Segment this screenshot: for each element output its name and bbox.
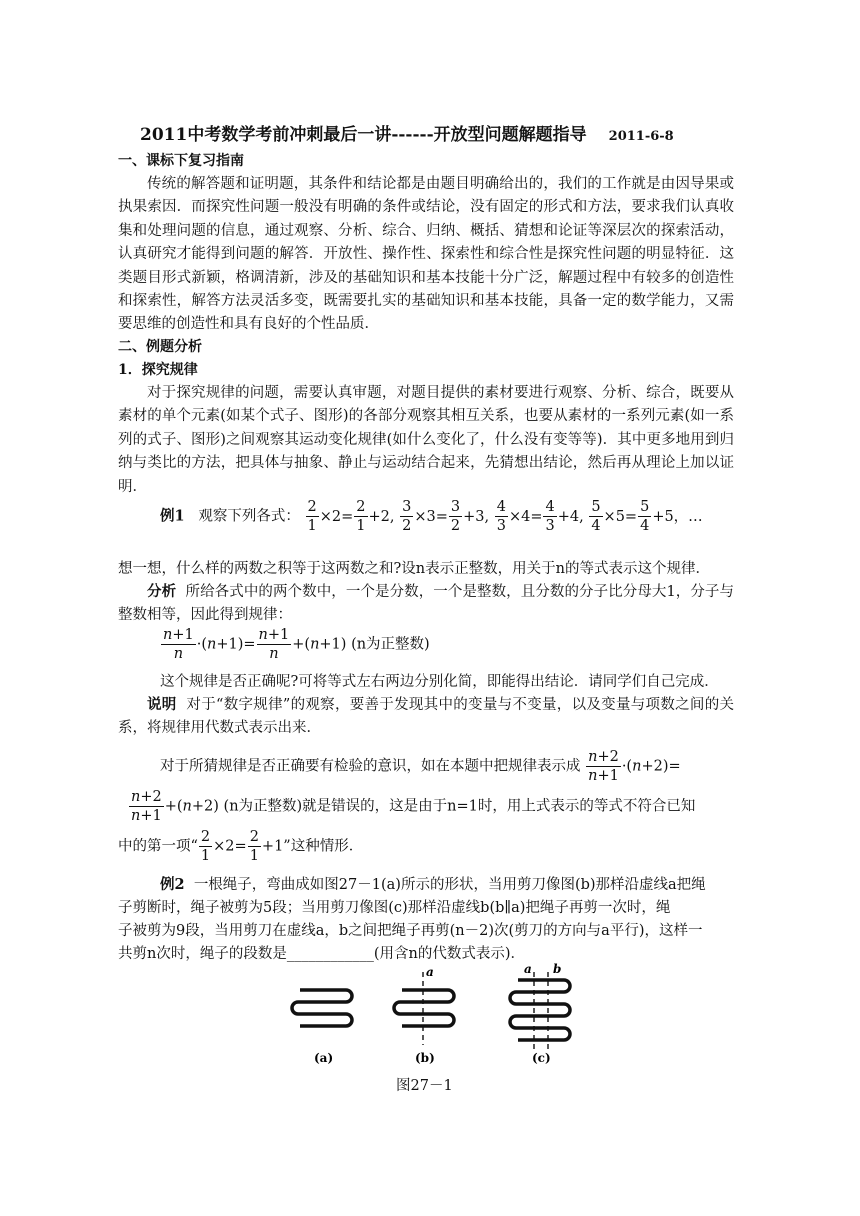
rule-formula: $\frac{n+1}{n}$ ·(n+1)= $\frac{n+1}{n}$ +(n+1) (n为正整数)	[163, 627, 430, 662]
example1-question: 想一想，什么样的两数之积等于这两数之和?设n表示正整数，用关于n的等式表示这个规律．	[118, 561, 710, 577]
analysis-paragraph	[118, 580, 734, 628]
fig-label-a: (a)	[314, 1051, 334, 1065]
check-text: 这个规律是否正确呢?可将等式左右两边分别化简，即能得出结论．请同学们自己完成．	[160, 674, 719, 690]
example2-text-1: 一根绳子，弯曲成如图27－1(a)所示的形状，当用剪刀像图(b)那样沿虚线a把绳	[193, 877, 706, 893]
rope-c	[510, 980, 570, 1040]
rope-a	[292, 990, 352, 1026]
note-text: 对于“数字规律”的观察，要善于发现其中的变量与不变量，以及变量与项数之间的关系，将规律用代数式表示出来．	[118, 697, 735, 737]
subsection-heading: 1．探究规律	[118, 362, 198, 378]
title-text: 2011中考数学考前冲刺最后一讲------开放型问题解题指导	[140, 125, 587, 145]
line-label-a-c: a	[524, 962, 532, 976]
line-label-b-c: b	[553, 962, 562, 976]
example1-equations: $\frac{2}{1}$ ×2= $\frac{2}{1}$ +2, $\frac{3}{2}$ ×3= $\frac{3}{2}$ +3, $\frac{4}{3}$ ×4= $\frac{4}{3}$ +4, $\frac{5}{4}$ ×5= $\frac{5}{4}$ +5，…	[307, 499, 703, 534]
example2-line-2: 子剪断时，绳子被剪为5段；当用剪刀像图(c)那样沿虚线b(b∥a)把绳子再剪一次时，绳	[118, 900, 671, 916]
paragraph-intro: 传统的解答题和证明题，其条件和结论都是由题目明确给出的，我们的工作就是由因导果或执果索因．而探究性问题一般没有明确的条件或结论，没有固定的形式和方法，要求我们认真收集和处理问题的信息，通过观察、分析、综合、归纳、概括、猜想和论证等深层次的探索活动，认真研究才能得到问题的解答．开放性、操作性、探索性和综合性是探究性问题的明显特征．这类题目形式新颖，格调清新，涉及的基础知识和基本技能十分广泛，解题过程中有较多的创造性和探索性，解答方法灵活多变，既需要扎实的基础知识和基本技能，具备一定的数学能力，又需要思维的创造性和具有良好的个性品质．	[118, 176, 734, 333]
analysis-label: 分析	[147, 583, 177, 600]
rule-note: (n为正整数)	[351, 636, 430, 653]
example2-line-4: 共剪n次时，绳子的段数是____________(用含n的代数式表示)．	[118, 946, 525, 962]
analysis-text: 所给各式中的两个数中，一个是分数，一个是整数，且分数的分子比分母大1，分子与整数相等，因此得到规律：	[118, 584, 735, 624]
verification-line-2: $\frac{n+2}{n+1}$ +(n+2) (n为正整数)就是错误的，这是由于n=1时，用上式表示的等式不符合已知	[131, 789, 696, 824]
section-heading-2: 二、例题分析	[118, 339, 202, 355]
verification-line-3: 中的第一项“ $\frac{2}{1}$ ×2= $\frac{2}{1}$ +1”这种情形．	[118, 829, 364, 864]
example2-line-1	[160, 873, 706, 894]
section-heading-1: 一、课标下复习指南	[118, 153, 244, 169]
note-label: 说明	[147, 696, 177, 713]
verification-line-1: 对于所猜规律是否正确要有检验的意识，如在本题中把规律表示成 $\frac{n+2}{n+1}$ ·(n+2)=	[160, 749, 681, 784]
fig-label-c: (c)	[532, 1051, 551, 1065]
rope-figure	[270, 960, 590, 1070]
example2-line-3: 子被剪为9段，当用剪刀在虚线a，b之间把绳子再剪(n－2)次(剪刀的方向与a平行)，这样一	[118, 923, 703, 939]
page-title	[140, 120, 674, 145]
figure-caption: 图27－1	[396, 1078, 453, 1094]
verification-text-3b: ”这种情形．	[283, 838, 364, 855]
line-label-a-b: a	[426, 965, 434, 979]
rope-b	[394, 990, 454, 1026]
verification-text-2: (n为正整数)就是错误的，这是由于n=1时，用上式表示的等式不符合已知	[223, 798, 696, 815]
note-paragraph	[118, 693, 734, 741]
paragraph-rules: 对于探究规律的问题，需要认真审题，对题目提供的素材要进行观察、分析、综合，既要从素材的单个元素(如某个式子、图形)的各部分观察其相互关系，也要从素材的一系列元素(如一系列的式子、图形)之间观察其运动变化规律(如什么变化了，什么没有变等等)．其中更多地用到归纳与类比的方法，把具体与抽象、静止与运动结合起来，先猜想出结论，然后再从理论上加以证明．	[118, 385, 734, 495]
verification-text-1: 对于所猜规律是否正确要有检验的意识，如在本题中把规律表示成	[160, 758, 581, 775]
example1-line	[160, 498, 703, 535]
verification-text-3a: 中的第一项“	[118, 838, 198, 855]
example2-label: 例2	[160, 876, 185, 893]
fig-label-b: (b)	[415, 1051, 435, 1065]
date-text: 2011-6-8	[608, 129, 674, 144]
example1-label: 例1	[160, 507, 185, 525]
example1-intro: 观察下列各式：	[198, 508, 300, 525]
